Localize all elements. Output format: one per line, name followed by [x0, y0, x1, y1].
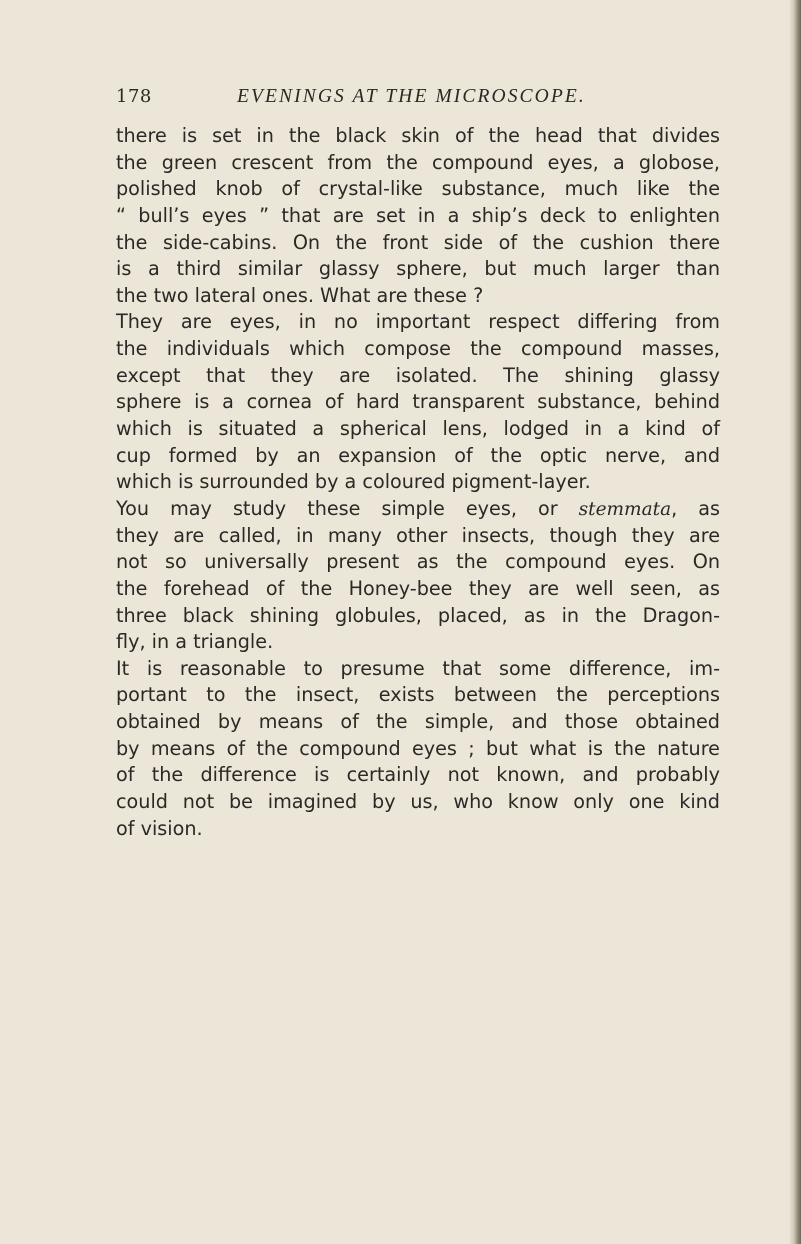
text-line: the side-cabins. On the front side of the cushion there	[116, 230, 720, 254]
paragraph-2	[116, 309, 720, 495]
text-segment: , as	[671, 496, 720, 520]
text-line: there is set in the black skin of the head that divides	[116, 124, 720, 147]
text-line: by means of the compound eyes ; but what is the nature	[116, 736, 720, 760]
running-head: EVENINGS AT THE MICROSCOPE.	[237, 86, 586, 107]
text-line: polished knob of crystal-like substance, much like the	[116, 177, 720, 201]
text-line: which is surrounded by a coloured pigment-layer.	[116, 470, 591, 494]
text-line: fly, in a triangle.	[116, 630, 274, 654]
text-line: of vision.	[116, 816, 203, 840]
text-line: of the difference is certainly not known, and probably	[116, 763, 720, 787]
page-edge-shadow	[789, 0, 801, 1244]
text-line: not so universally present as the compound eyes. On	[116, 550, 720, 574]
text-line	[116, 496, 720, 523]
paragraph-4	[116, 656, 720, 842]
text-line: except that they are isolated. The shining glassy	[116, 363, 720, 387]
text-line: could not be imagined by us, who know only one kind	[116, 790, 720, 814]
text-line: sphere is a cornea of hard transparent substance, behind	[116, 390, 720, 414]
page-header	[116, 86, 720, 112]
body-text	[116, 123, 720, 842]
text-line: They are eyes, in no important respect differing from	[116, 310, 720, 334]
text-line: It is reasonable to presume that some difference, im-	[116, 656, 720, 680]
text-segment: You may study these simple eyes, or	[116, 496, 579, 520]
text-line: obtained by means of the simple, and those obtained	[116, 710, 720, 734]
italic-term: stemmata	[578, 498, 672, 520]
text-line: cup formed by an expansion of the optic nerve, and	[116, 443, 720, 467]
text-line: the individuals which compose the compound masses,	[116, 337, 720, 361]
text-line: which is situated a spherical lens, lodged in a kind of	[116, 417, 720, 441]
text-line: portant to the insect, exists between the perceptions	[116, 683, 720, 707]
text-line: “ bull’s eyes ” that are set in a ship’s deck to enlighten	[116, 203, 720, 227]
text-line: the forehead of the Honey-bee they are well seen, as	[116, 576, 720, 600]
text-line: three black shining globules, placed, as in the Dragon-	[116, 603, 720, 627]
text-line: is a third similar glassy sphere, but much larger than	[116, 257, 720, 281]
paragraph-1	[116, 123, 720, 309]
paragraph-3	[116, 496, 720, 656]
page-number: 178	[116, 86, 152, 107]
text-line: the two lateral ones. What are these ?	[116, 283, 484, 307]
text-line: the green crescent from the compound eyes, a globose,	[116, 150, 720, 174]
text-line: they are called, in many other insects, though they are	[116, 523, 720, 547]
